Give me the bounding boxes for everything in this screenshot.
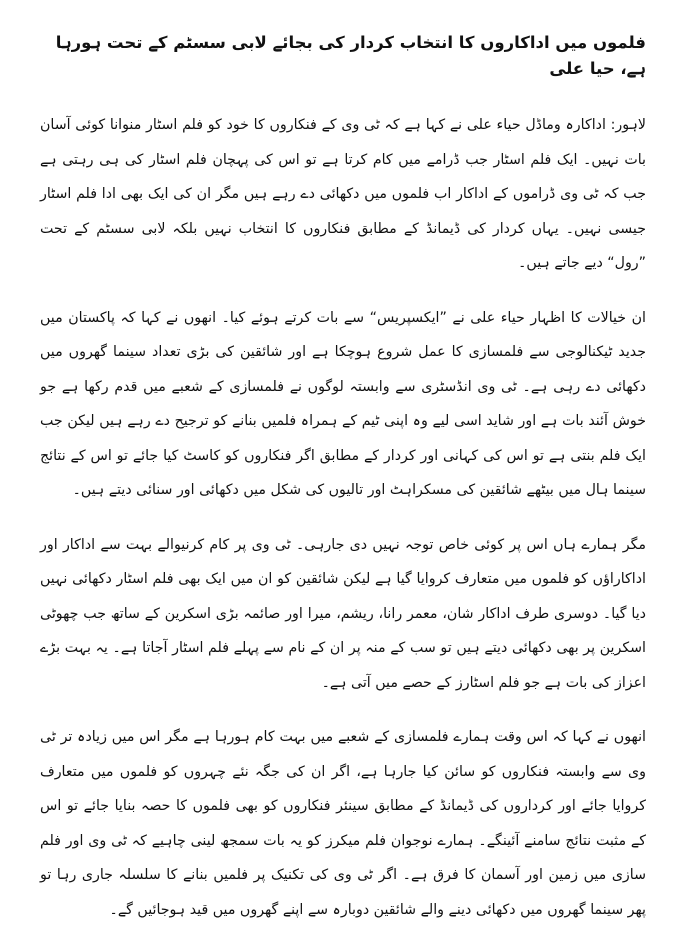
article-paragraph-1: لاہور: اداکارہ وماڈل حیاء علی نے کہا ہے کہ ٹی وی کے فنکاروں کا خود کو فلم اسٹار منوانا کوئی آسان بات نہیں۔ ایک فلم اسٹار جب ڈرامے میں کام کرتا ہے تو اس کی پہچان فلم اسٹار کی ہی رہتی ہے جب کہ ٹی وی ڈراموں کے اداکار اب فلموں میں دکھائی دے رہے ہیں مگر ان کی ایک بھی ادا فلم اسٹار جیسی نہیں۔ یہاں کردار کی ڈیمانڈ کے مطابق فنکاروں کا انتخاب نہیں بلکہ لابی سسٹم کے تحت ”رول“ دیے جاتے ہیں۔: [40, 117, 646, 271]
article-paragraph-4: انھوں نے کہا کہ اس وقت ہمارے فلمسازی کے شعبے میں بہت کام ہورہا ہے مگر اس میں زیادہ تر ٹی وی سے وابستہ فنکاروں کو سائن کیا جارہا ہے، اگر ان کی جگہ نئے چہروں کو فلموں میں متعارف کروایا جائے اور کرداروں کی ڈیمانڈ کے مطابق سینئر فنکاروں کو بھی فلموں کا حصہ بنایا جائے تو اس کے مثبت نتائج سامنے آئینگے۔ ہمارے نوجوان فلم میکرز کو یہ بات سمجھ لینی چاہیے کہ ٹی وی اور فلم سازی میں زمین اور آسمان کا فرق ہے۔ اگر ٹی وی کی تکنیک پر فلمیں بنانے کا سلسلہ جاری رہا تو پھر سینما گھروں میں دکھائی دینے والے شائقین دوبارہ سے اپنے گھروں میں قید ہوجائیں گے۔: [40, 729, 646, 918]
article-paragraph-3: مگر ہمارے ہاں اس پر کوئی خاص توجہ نہیں دی جارہی۔ ٹی وی پر کام کرنیوالے بہت سے اداکار اور اداکاراؤں کو فلموں میں متعارف کروایا گیا ہے لیکن شائقین کو ان میں ایک بھی فلم اسٹار دکھائی نہیں دیا گیا۔ دوسری طرف اداکار شان، معمر رانا، ریشم، میرا اور صائمہ بڑی اسکرین کے ساتھ جب چھوٹی اسکرین پر بھی دکھائی دیتے ہیں تو سب کے منہ پر ان کے نام سے پہلے فلم اسٹار آجاتا ہے۔ یہ بہت بڑے اعزاز کی بات ہے جو فلم اسٹارز کے حصے میں آتی ہے۔: [40, 536, 646, 691]
article-paragraph-2: ان خیالات کا اظہار حیاء علی نے ”ایکسپریس“ سے بات کرتے ہوئے کیا۔ انھوں نے کہا کہ پاکستان میں جدید ٹیکنالوجی سے فلمسازی کا عمل شروع ہوچکا ہے اور شائقین کی بڑی تعداد سینما گھروں میں دکھائی دے رہی ہے۔ ٹی وی انڈسٹری سے وابستہ لوگوں نے فلمسازی کے شعبے میں قدم رکھا ہے جو خوش آئند بات ہے اور شاید اسی لیے وہ اپنی ٹیم کے ہمراہ فلمیں بنانے کو ترجیح دے رہے ہیں لیکن جب ایک فلم بنتی ہے تو اس کی کہانی اور کردار کے مطابق اگر فنکاروں کو کاسٹ کیا جائے تو اس کے نتائج سینما ہال میں بیٹھے شائقین کی مسکراہٹ اور تالیوں کی شکل میں دکھائی اور سنائی دیتے ہیں۔: [40, 309, 646, 498]
article-headline: فلموں میں اداکاروں کا انتخاب کردار کی بجائے لابی سسٹم کے تحت ہورہا ہے، حیا علی: [55, 33, 646, 78]
